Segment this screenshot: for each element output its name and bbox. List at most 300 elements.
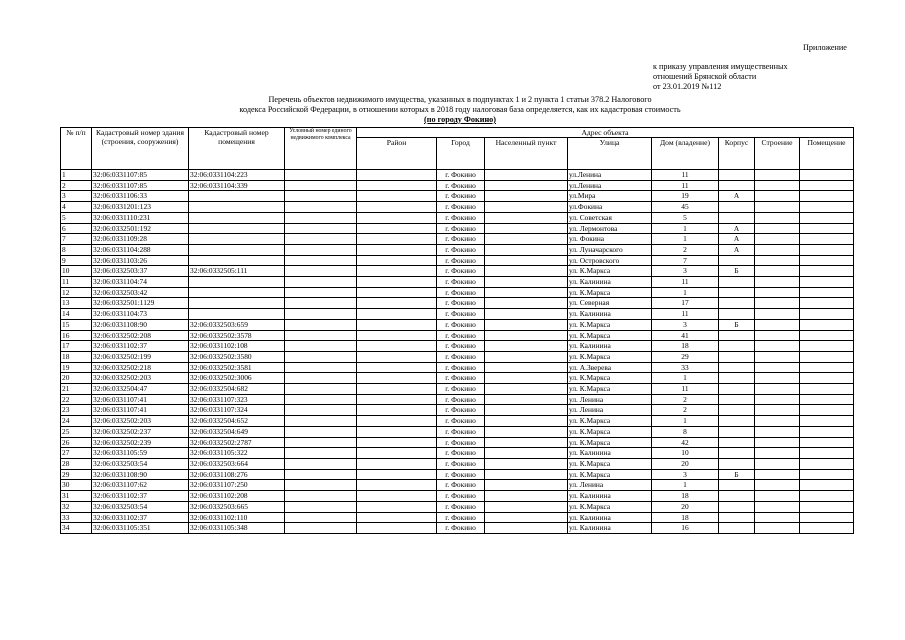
row-number: 11 <box>61 277 92 288</box>
korpus-cell <box>719 362 755 373</box>
table-row <box>61 416 854 427</box>
city-cell: г. Фокино <box>437 373 485 384</box>
district-cell <box>357 394 437 405</box>
conditional-number-cell <box>285 170 357 181</box>
district-cell <box>357 405 437 416</box>
locality-cell <box>485 501 568 512</box>
room-cadastral-cell: 32:06:0332502:3578 <box>189 330 285 341</box>
row-number: 3 <box>61 191 92 202</box>
korpus-cell <box>719 309 755 320</box>
stroenie-cell <box>755 523 800 534</box>
street-cell: ул.Ленина <box>568 170 652 181</box>
house-cell: 19 <box>652 191 719 202</box>
table-row <box>61 330 854 341</box>
pomeschenie-cell <box>800 255 854 266</box>
house-cell: 18 <box>652 341 719 352</box>
building-cadastral-cell: 32:06:0332502:237 <box>92 426 189 437</box>
conditional-number-cell <box>285 309 357 320</box>
street-cell: ул. Калинина <box>568 341 652 352</box>
stroenie-cell <box>755 384 800 395</box>
pomeschenie-cell <box>800 362 854 373</box>
locality-cell <box>485 405 568 416</box>
building-cadastral-cell: 32:06:0332503:54 <box>92 458 189 469</box>
street-cell: ул. Калинина <box>568 309 652 320</box>
house-cell: 11 <box>652 170 719 181</box>
row-number: 7 <box>61 234 92 245</box>
pomeschenie-cell <box>800 469 854 480</box>
street-cell: ул. Калинина <box>568 523 652 534</box>
house-cell: 11 <box>652 180 719 191</box>
col-num: № п/п <box>61 128 92 170</box>
city-cell: г. Фокино <box>437 416 485 427</box>
table-row <box>61 191 854 202</box>
street-cell: ул.Ленина <box>568 180 652 191</box>
row-number: 34 <box>61 523 92 534</box>
row-number: 17 <box>61 341 92 352</box>
street-cell: ул. Ленина <box>568 405 652 416</box>
korpus-cell <box>719 341 755 352</box>
house-cell: 17 <box>652 298 719 309</box>
stroenie-cell <box>755 298 800 309</box>
conditional-number-cell <box>285 330 357 341</box>
row-number: 30 <box>61 480 92 491</box>
room-cadastral-cell <box>189 234 285 245</box>
house-cell: 7 <box>652 255 719 266</box>
conditional-number-cell <box>285 469 357 480</box>
pomeschenie-cell <box>800 277 854 288</box>
city-cell: г. Фокино <box>437 405 485 416</box>
house-cell: 20 <box>652 458 719 469</box>
row-number: 21 <box>61 384 92 395</box>
stroenie-cell <box>755 469 800 480</box>
city-cell: г. Фокино <box>437 512 485 523</box>
conditional-number-cell <box>285 448 357 459</box>
conditional-number-cell <box>285 202 357 213</box>
pomeschenie-cell <box>800 191 854 202</box>
house-cell: 11 <box>652 309 719 320</box>
locality-cell <box>485 330 568 341</box>
korpus-cell <box>719 202 755 213</box>
pomeschenie-cell <box>800 373 854 384</box>
city-cell: г. Фокино <box>437 341 485 352</box>
room-cadastral-cell: 32:06:0332503:659 <box>189 319 285 330</box>
row-number: 6 <box>61 223 92 234</box>
district-cell <box>357 384 437 395</box>
locality-cell <box>485 512 568 523</box>
house-cell: 41 <box>652 330 719 341</box>
room-cadastral-cell: 32:06:0331102:108 <box>189 341 285 352</box>
table-row <box>61 501 854 512</box>
city-cell: г. Фокино <box>437 180 485 191</box>
order-date-number: от 23.01.2019 №112 <box>653 82 722 91</box>
building-cadastral-cell: 32:06:0331107:85 <box>92 170 189 181</box>
conditional-number-cell <box>285 244 357 255</box>
row-number: 29 <box>61 469 92 480</box>
row-number: 26 <box>61 437 92 448</box>
table-row <box>61 469 854 480</box>
building-cadastral-cell: 32:06:0331105:59 <box>92 448 189 459</box>
conditional-number-cell <box>285 287 357 298</box>
house-cell: 8 <box>652 426 719 437</box>
table-row <box>61 351 854 362</box>
korpus-cell: А <box>719 244 755 255</box>
building-cadastral-cell: 32:06:0331104:73 <box>92 309 189 320</box>
building-cadastral-cell: 32:06:0331107:41 <box>92 394 189 405</box>
row-number: 25 <box>61 426 92 437</box>
stroenie-cell <box>755 212 800 223</box>
row-number: 4 <box>61 202 92 213</box>
district-cell <box>357 212 437 223</box>
conditional-number-cell <box>285 298 357 309</box>
locality-cell <box>485 170 568 181</box>
city-cell: г. Фокино <box>437 266 485 277</box>
conditional-number-cell <box>285 351 357 362</box>
pomeschenie-cell <box>800 287 854 298</box>
pomeschenie-cell <box>800 512 854 523</box>
table-row <box>61 362 854 373</box>
locality-cell <box>485 469 568 480</box>
room-cadastral-cell: 32:06:0331102:208 <box>189 491 285 502</box>
pomeschenie-cell <box>800 223 854 234</box>
locality-cell <box>485 266 568 277</box>
locality-cell <box>485 212 568 223</box>
korpus-cell <box>719 512 755 523</box>
district-cell <box>357 523 437 534</box>
row-number: 27 <box>61 448 92 459</box>
stroenie-cell <box>755 448 800 459</box>
room-cadastral-cell: 32:06:0331105:322 <box>189 448 285 459</box>
district-cell <box>357 362 437 373</box>
locality-cell <box>485 277 568 288</box>
city-cell: г. Фокино <box>437 394 485 405</box>
room-cadastral-cell <box>189 223 285 234</box>
stroenie-cell <box>755 405 800 416</box>
table-row <box>61 244 854 255</box>
title-city: (по городу Фокино) <box>424 115 496 124</box>
locality-cell <box>485 191 568 202</box>
district-cell <box>357 351 437 362</box>
house-cell: 3 <box>652 469 719 480</box>
col-korpus: Корпус <box>719 138 755 170</box>
street-cell: ул. Островского <box>568 255 652 266</box>
district-cell <box>357 501 437 512</box>
pomeschenie-cell <box>800 319 854 330</box>
col-city: Город <box>437 138 485 170</box>
city-cell: г. Фокино <box>437 437 485 448</box>
building-cadastral-cell: 32:06:0332502:199 <box>92 351 189 362</box>
pomeschenie-cell <box>800 448 854 459</box>
district-cell <box>357 319 437 330</box>
col-locality: Населенный пункт <box>485 138 568 170</box>
city-cell: г. Фокино <box>437 191 485 202</box>
district-cell <box>357 330 437 341</box>
city-cell: г. Фокино <box>437 448 485 459</box>
korpus-cell <box>719 170 755 181</box>
district-cell <box>357 341 437 352</box>
room-cadastral-cell <box>189 277 285 288</box>
building-cadastral-cell: 32:06:0331201:123 <box>92 202 189 213</box>
pomeschenie-cell <box>800 394 854 405</box>
col-house: Дом (владение) <box>652 138 719 170</box>
col-street: Улица <box>568 138 652 170</box>
row-number: 9 <box>61 255 92 266</box>
table-row <box>61 309 854 320</box>
pomeschenie-cell <box>800 501 854 512</box>
table-row <box>61 212 854 223</box>
table-row <box>61 341 854 352</box>
stroenie-cell <box>755 255 800 266</box>
city-cell: г. Фокино <box>437 351 485 362</box>
korpus-cell <box>719 373 755 384</box>
street-cell: ул. К.Маркса <box>568 373 652 384</box>
table-row <box>61 298 854 309</box>
table-row <box>61 480 854 491</box>
street-cell: ул. К.Маркса <box>568 319 652 330</box>
house-cell: 1 <box>652 223 719 234</box>
stroenie-cell <box>755 223 800 234</box>
pomeschenie-cell <box>800 416 854 427</box>
locality-cell <box>485 244 568 255</box>
house-cell: 5 <box>652 212 719 223</box>
korpus-cell <box>719 277 755 288</box>
house-cell: 45 <box>652 202 719 213</box>
locality-cell <box>485 384 568 395</box>
street-cell: ул. Луначарского <box>568 244 652 255</box>
city-cell: г. Фокино <box>437 330 485 341</box>
stroenie-cell <box>755 191 800 202</box>
conditional-number-cell <box>285 191 357 202</box>
conditional-number-cell <box>285 491 357 502</box>
street-cell: ул. Калинина <box>568 512 652 523</box>
city-cell: г. Фокино <box>437 234 485 245</box>
street-cell: ул. К.Маркса <box>568 426 652 437</box>
conditional-number-cell <box>285 212 357 223</box>
building-cadastral-cell: 32:06:0332502:239 <box>92 437 189 448</box>
stroenie-cell <box>755 234 800 245</box>
table-row <box>61 234 854 245</box>
room-cadastral-cell: 32:06:0332502:3580 <box>189 351 285 362</box>
table-row <box>61 523 854 534</box>
row-number: 13 <box>61 298 92 309</box>
pomeschenie-cell <box>800 234 854 245</box>
house-cell: 11 <box>652 277 719 288</box>
building-cadastral-cell: 32:06:0332502:218 <box>92 362 189 373</box>
stroenie-cell <box>755 266 800 277</box>
conditional-number-cell <box>285 277 357 288</box>
locality-cell <box>485 351 568 362</box>
room-cadastral-cell: 32:06:0332503:665 <box>189 501 285 512</box>
korpus-cell: Б <box>719 469 755 480</box>
korpus-cell: А <box>719 234 755 245</box>
appendix-label: Приложение <box>803 43 847 52</box>
district-cell <box>357 287 437 298</box>
district-cell <box>357 437 437 448</box>
table-row <box>61 266 854 277</box>
pomeschenie-cell <box>800 491 854 502</box>
city-cell: г. Фокино <box>437 309 485 320</box>
house-cell: 1 <box>652 416 719 427</box>
row-number: 8 <box>61 244 92 255</box>
street-cell: ул. Северная <box>568 298 652 309</box>
stroenie-cell <box>755 416 800 427</box>
conditional-number-cell <box>285 405 357 416</box>
house-cell: 33 <box>652 362 719 373</box>
table-row <box>61 458 854 469</box>
row-number: 5 <box>61 212 92 223</box>
conditional-number-cell <box>285 426 357 437</box>
district-cell <box>357 255 437 266</box>
pomeschenie-cell <box>800 384 854 395</box>
locality-cell <box>485 223 568 234</box>
building-cadastral-cell: 32:06:0332501:1129 <box>92 298 189 309</box>
conditional-number-cell <box>285 384 357 395</box>
korpus-cell <box>719 448 755 459</box>
building-cadastral-cell: 32:06:0331107:85 <box>92 180 189 191</box>
korpus-cell <box>719 437 755 448</box>
table-row <box>61 426 854 437</box>
locality-cell <box>485 491 568 502</box>
locality-cell <box>485 287 568 298</box>
room-cadastral-cell <box>189 287 285 298</box>
korpus-cell <box>719 394 755 405</box>
locality-cell <box>485 448 568 459</box>
col-room-cadastral: Кадастровый номер помещения <box>189 128 285 170</box>
street-cell: ул. К.Маркса <box>568 469 652 480</box>
col-pomeschenie: Помещение <box>800 138 854 170</box>
stroenie-cell <box>755 458 800 469</box>
stroenie-cell <box>755 309 800 320</box>
conditional-number-cell <box>285 512 357 523</box>
house-cell: 3 <box>652 266 719 277</box>
stroenie-cell <box>755 287 800 298</box>
korpus-cell <box>719 351 755 362</box>
room-cadastral-cell <box>189 298 285 309</box>
order-line-1: к приказу управления имущественных <box>653 62 788 71</box>
city-cell: г. Фокино <box>437 458 485 469</box>
city-cell: г. Фокино <box>437 287 485 298</box>
korpus-cell <box>719 523 755 534</box>
district-cell <box>357 234 437 245</box>
room-cadastral-cell: 32:06:0331107:324 <box>189 405 285 416</box>
street-cell: ул. Фокина <box>568 234 652 245</box>
city-cell: г. Фокино <box>437 244 485 255</box>
korpus-cell: А <box>719 223 755 234</box>
conditional-number-cell <box>285 362 357 373</box>
building-cadastral-cell: 32:06:0331103:26 <box>92 255 189 266</box>
city-cell: г. Фокино <box>437 362 485 373</box>
city-cell: г. Фокино <box>437 426 485 437</box>
street-cell: ул. Калинина <box>568 448 652 459</box>
stroenie-cell <box>755 341 800 352</box>
locality-cell <box>485 180 568 191</box>
house-cell: 11 <box>652 384 719 395</box>
col-building-cadastral: Кадастровый номер здания (строения, сооружения) <box>92 128 189 170</box>
building-cadastral-cell: 32:06:0332501:192 <box>92 223 189 234</box>
city-cell: г. Фокино <box>437 202 485 213</box>
korpus-cell: А <box>719 191 755 202</box>
building-cadastral-cell: 32:06:0331104:288 <box>92 244 189 255</box>
row-number: 18 <box>61 351 92 362</box>
district-cell <box>357 426 437 437</box>
conditional-number-cell <box>285 180 357 191</box>
table-row <box>61 448 854 459</box>
house-cell: 2 <box>652 244 719 255</box>
building-cadastral-cell: 32:06:0331107:62 <box>92 480 189 491</box>
table-row <box>61 394 854 405</box>
pomeschenie-cell <box>800 180 854 191</box>
street-cell: ул. К.Маркса <box>568 351 652 362</box>
stroenie-cell <box>755 426 800 437</box>
pomeschenie-cell <box>800 523 854 534</box>
district-cell <box>357 170 437 181</box>
room-cadastral-cell: 32:06:0331107:323 <box>189 394 285 405</box>
col-conditional-number: Условный номер единого недвижимого комплекса <box>285 128 357 170</box>
title-line-2: кодекса Российской Федерации, в отношении которых в 2018 году налоговая база определяется, как их кадастровая стоимость <box>239 105 681 114</box>
stroenie-cell <box>755 501 800 512</box>
row-number: 16 <box>61 330 92 341</box>
pomeschenie-cell <box>800 170 854 181</box>
locality-cell <box>485 234 568 245</box>
pomeschenie-cell <box>800 298 854 309</box>
pomeschenie-cell <box>800 426 854 437</box>
city-cell: г. Фокино <box>437 480 485 491</box>
conditional-number-cell <box>285 234 357 245</box>
building-cadastral-cell: 32:06:0331102:37 <box>92 512 189 523</box>
korpus-cell <box>719 491 755 502</box>
stroenie-cell <box>755 437 800 448</box>
table-row <box>61 170 854 181</box>
room-cadastral-cell: 32:06:0332502:3006 <box>189 373 285 384</box>
building-cadastral-cell: 32:06:0331105:351 <box>92 523 189 534</box>
table-body <box>61 170 854 534</box>
building-cadastral-cell: 32:06:0332503:54 <box>92 501 189 512</box>
pomeschenie-cell <box>800 351 854 362</box>
room-cadastral-cell: 32:06:0331105:348 <box>189 523 285 534</box>
street-cell: ул. К.Маркса <box>568 501 652 512</box>
house-cell: 10 <box>652 448 719 459</box>
street-cell: ул. Калинина <box>568 491 652 502</box>
locality-cell <box>485 298 568 309</box>
district-cell <box>357 480 437 491</box>
street-cell: ул. Калинина <box>568 277 652 288</box>
street-cell: ул. К.Маркса <box>568 330 652 341</box>
building-cadastral-cell: 32:06:0331108:90 <box>92 319 189 330</box>
pomeschenie-cell <box>800 266 854 277</box>
city-cell: г. Фокино <box>437 384 485 395</box>
korpus-cell <box>719 384 755 395</box>
district-cell <box>357 202 437 213</box>
conditional-number-cell <box>285 266 357 277</box>
building-cadastral-cell: 32:06:0332502:208 <box>92 330 189 341</box>
locality-cell <box>485 480 568 491</box>
pomeschenie-cell <box>800 480 854 491</box>
district-cell <box>357 266 437 277</box>
row-number: 1 <box>61 170 92 181</box>
pomeschenie-cell <box>800 437 854 448</box>
stroenie-cell <box>755 362 800 373</box>
building-cadastral-cell: 32:06:0332504:47 <box>92 384 189 395</box>
row-number: 28 <box>61 458 92 469</box>
row-number: 10 <box>61 266 92 277</box>
house-cell: 1 <box>652 234 719 245</box>
room-cadastral-cell: 32:06:0332504:652 <box>189 416 285 427</box>
house-cell: 1 <box>652 373 719 384</box>
street-cell: ул. К.Маркса <box>568 416 652 427</box>
conditional-number-cell <box>285 223 357 234</box>
conditional-number-cell <box>285 319 357 330</box>
table-row <box>61 437 854 448</box>
room-cadastral-cell: 32:06:0332505:111 <box>189 266 285 277</box>
